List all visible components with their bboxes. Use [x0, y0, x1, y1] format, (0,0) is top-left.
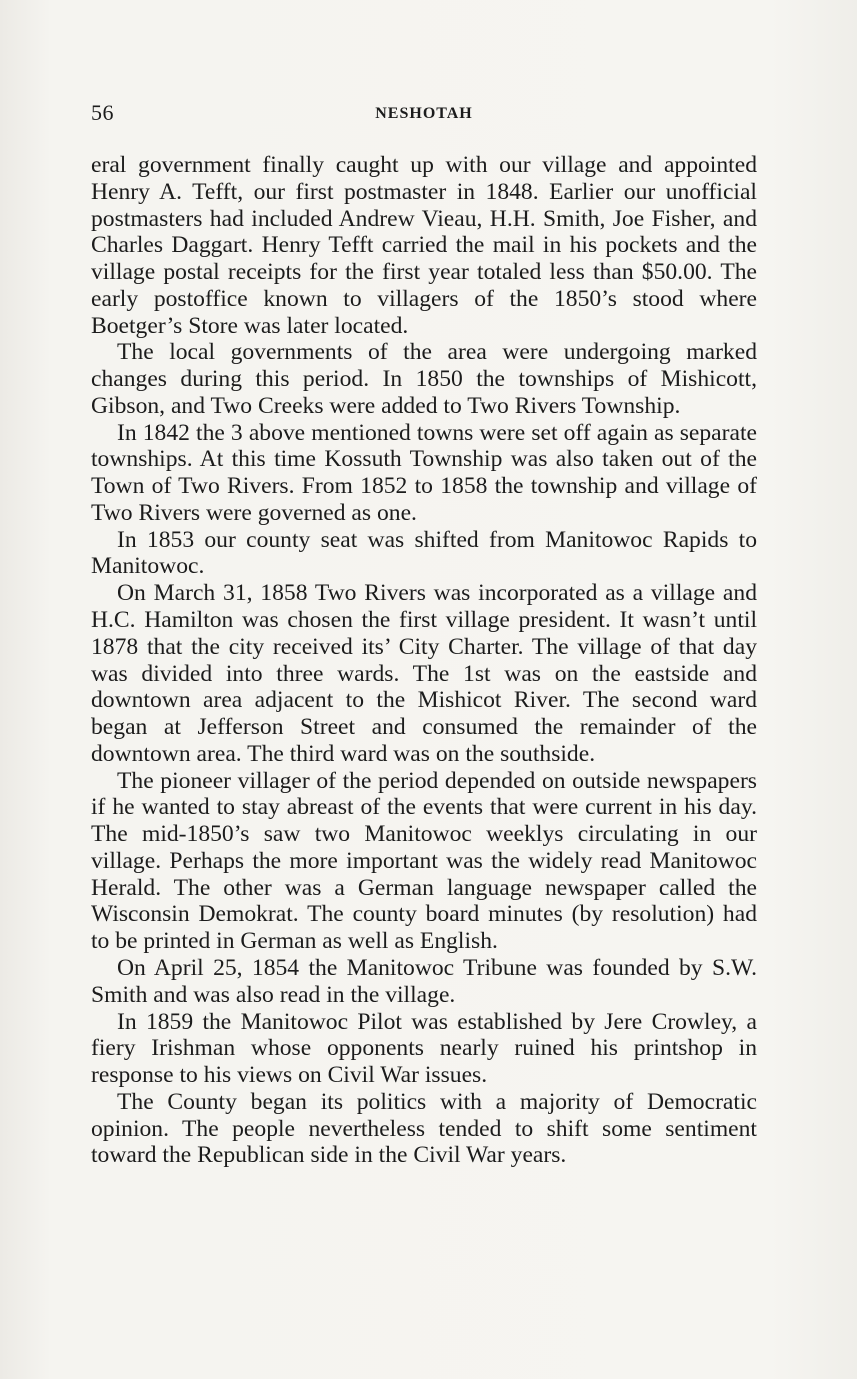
paragraph-pilot: In 1859 the Manitowoc Pilot was established by Jere Crowley, a fiery Irishman whose opponents nearly ruined his printshop in response to his views on Civil War issues. — [91, 1008, 757, 1089]
paragraph-incorporation: On March 31, 1858 Two Rivers was incorporated as a village and H.C. Hamilton was chosen the first village president. It wasn’t until 1878 that the city received its’ City Charter. The village of that day was divided into three wards. The 1st was on the eastside and downtown area adjacent to the Mishicot River. The second ward began at Jefferson Street and consumed the remainder of the downtown area. The third ward was on the southside. — [91, 580, 757, 767]
body-text — [91, 152, 757, 1169]
page-number: 56 — [91, 100, 114, 125]
paragraph-local-governments: The local governments of the area were undergoing marked changes during this period. In 1850 the townships of Mishicott, Gibson, and Two Creeks were added to Two Rivers Township. — [91, 339, 757, 419]
page-header — [91, 100, 757, 132]
paragraph-politics: The County began its politics with a majority of Democratic opinion. The people nevertheless tended to shift some sentiment toward the Republican side in the Civil War years. — [91, 1088, 757, 1169]
paragraph-county-seat: In 1853 our county seat was shifted from Manitowoc Rapids to Manitowoc. — [91, 526, 757, 580]
paragraph-tribune: On April 25, 1854 the Manitowoc Tribune was founded by S.W. Smith and was also read in the village. — [91, 954, 757, 1008]
paragraph-newspapers: The pioneer villager of the period depended on outside newspapers if he wanted to stay abreast of the events that were current in his day. The mid-1850’s saw two Manitowoc weeklys circulating in our village. Perhaps the more important was the widely read Manitowoc Herald. The other was a German language newspaper called the Wisconsin Demokrat. The county board minutes (by resolution) had to be printed in German as well as English. — [91, 767, 757, 955]
running-title: NESHOTAH — [375, 105, 473, 122]
paragraph-postmasters: eral government finally caught up with our village and appointed Henry A. Tefft, our first postmaster in 1848. Earlier our unofficial postmasters had included Andrew Vieau, H.H. Smith, Joe Fisher, and Charles Daggart. Henry Tefft carried the mail in his pockets and the village postal receipts for the first year totaled less than $50.00. The early postoffice known to villagers of the 1850’s stood where Boetger’s Store was later located. — [91, 152, 757, 339]
paragraph-separate-townships: In 1842 the 3 above mentioned towns were set off again as separate townships. At this time Kossuth Township was also taken out of the Town of Two Rivers. From 1852 to 1858 the township and village of Two Rivers were governed as one. — [91, 419, 757, 526]
